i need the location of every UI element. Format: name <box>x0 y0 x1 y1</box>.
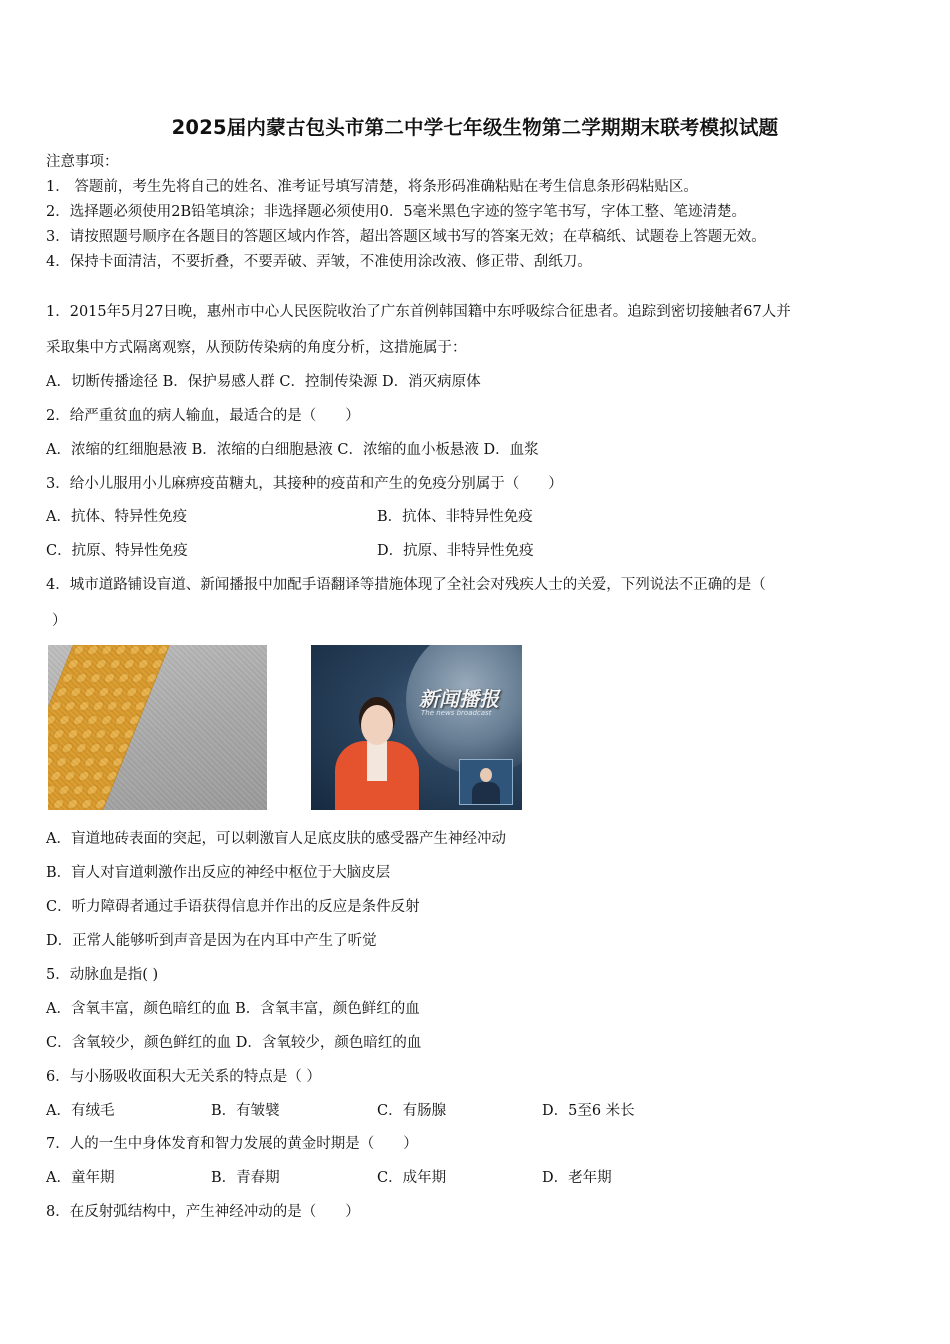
q4-option-b: B．盲人对盲道刺激作出反应的神经中枢位于大脑皮层 <box>46 865 391 881</box>
notice-item-4: 4．保持卡面清洁，不要折叠，不要弄破、弄皱，不准使用涂改液、修正带、刮纸刀。 <box>46 254 592 270</box>
news-broadcast-photo <box>311 645 522 810</box>
q3-option-d: D．抗原、非特异性免疫 <box>377 543 534 559</box>
q5-options-line1: A．含氧丰富，颜色暗红的血 B．含氧丰富，颜色鲜红的血 <box>46 1001 420 1017</box>
q1-options: A．切断传播途径 B．保护易感人群 C．控制传染源 D．消灭病原体 <box>46 374 481 390</box>
anchor-head <box>361 705 393 745</box>
q4-option-d: D．正常人能够听到声音是因为在内耳中产生了听觉 <box>46 933 377 949</box>
q3-option-c: C．抗原、特异性免疫 <box>46 543 188 559</box>
q6-option-a: A．有绒毛 <box>46 1103 115 1119</box>
q6-option-d: D．5至6 米长 <box>542 1103 635 1119</box>
q7-option-a: A．童年期 <box>46 1170 115 1186</box>
q2-options: A．浓缩的红细胞悬液 B．浓缩的白细胞悬液 C．浓缩的血小板悬液 D．血浆 <box>46 442 539 458</box>
tactile-paving-photo <box>48 645 267 810</box>
news-caption: 新闻播报 <box>419 687 499 711</box>
notice-item-2: 2．选择题必须使用2B铅笔填涂；非选择题必须使用0．5毫米黑色字迹的签字笔书写，字体工整、笔迹清楚。 <box>46 204 747 220</box>
notice-heading: 注意事项： <box>46 154 119 170</box>
page-title: 2025届内蒙古包头市第二中学七年级生物第二学期期末联考模拟试题 <box>171 116 779 139</box>
notice-item-1: 1． 答题前，考生先将自己的姓名、准考证号填写清楚，将条形码准确粘贴在考生信息条形码粘贴区。 <box>46 179 698 195</box>
q5-stem: 5．动脉血是指( ) <box>46 967 159 983</box>
q1-stem-line2: 采取集中方式隔离观察，从预防传染病的角度分析，这措施属于： <box>46 340 467 356</box>
q6-option-b: B．有皱襞 <box>211 1103 280 1119</box>
q7-option-b: B．青春期 <box>211 1170 280 1186</box>
q5-options-line2: C．含氧较少，颜色鲜红的血 D．含氧较少，颜色暗红的血 <box>46 1035 422 1051</box>
q6-stem: 6．与小肠吸收面积大无关系的特点是（ ） <box>46 1069 321 1085</box>
news-subcaption: The news broadcast <box>421 709 492 717</box>
q7-option-c: C．成年期 <box>377 1170 447 1186</box>
q4-stem-line2: ） <box>52 613 67 629</box>
q4-option-c: C．听力障碍者通过手语获得信息并作出的反应是条件反射 <box>46 899 420 915</box>
q3-option-b: B．抗体、非特异性免疫 <box>377 509 533 525</box>
q4-stem-line1: 4．城市道路铺设盲道、新闻播报中加配手语翻译等措施体现了全社会对残疾人士的关爱，下列说法不正确的是（ <box>46 577 766 593</box>
sign-language-inset <box>459 759 513 805</box>
q4-option-a: A．盲道地砖表面的突起，可以刺激盲人足底皮肤的感受器产生神经冲动 <box>46 831 506 847</box>
q2-stem: 2．给严重贫血的病人输血，最适合的是（ ） <box>46 408 360 424</box>
q7-stem: 7．人的一生中身体发育和智力发展的黄金时期是（ ） <box>46 1136 418 1152</box>
q8-stem: 8．在反射弧结构中，产生神经冲动的是（ ） <box>46 1204 360 1220</box>
q3-stem: 3．给小儿服用小儿麻痹疫苗糖丸，其接种的疫苗和产生的免疫分别属于（ ） <box>46 476 563 492</box>
q3-option-a: A．抗体、特异性免疫 <box>46 509 187 525</box>
q7-option-d: D．老年期 <box>542 1170 612 1186</box>
notice-item-3: 3．请按照题号顺序在各题目的答题区域内作答，超出答题区域书写的答案无效；在草稿纸、试题卷上答题无效。 <box>46 229 766 245</box>
q1-stem-line1: 1．2015年5月27日晚，惠州市中心人民医院收治了广东首例韩国籍中东呼吸综合征患者。追踪到密切接触者67人并 <box>46 304 791 320</box>
q6-option-c: C．有肠腺 <box>377 1103 447 1119</box>
